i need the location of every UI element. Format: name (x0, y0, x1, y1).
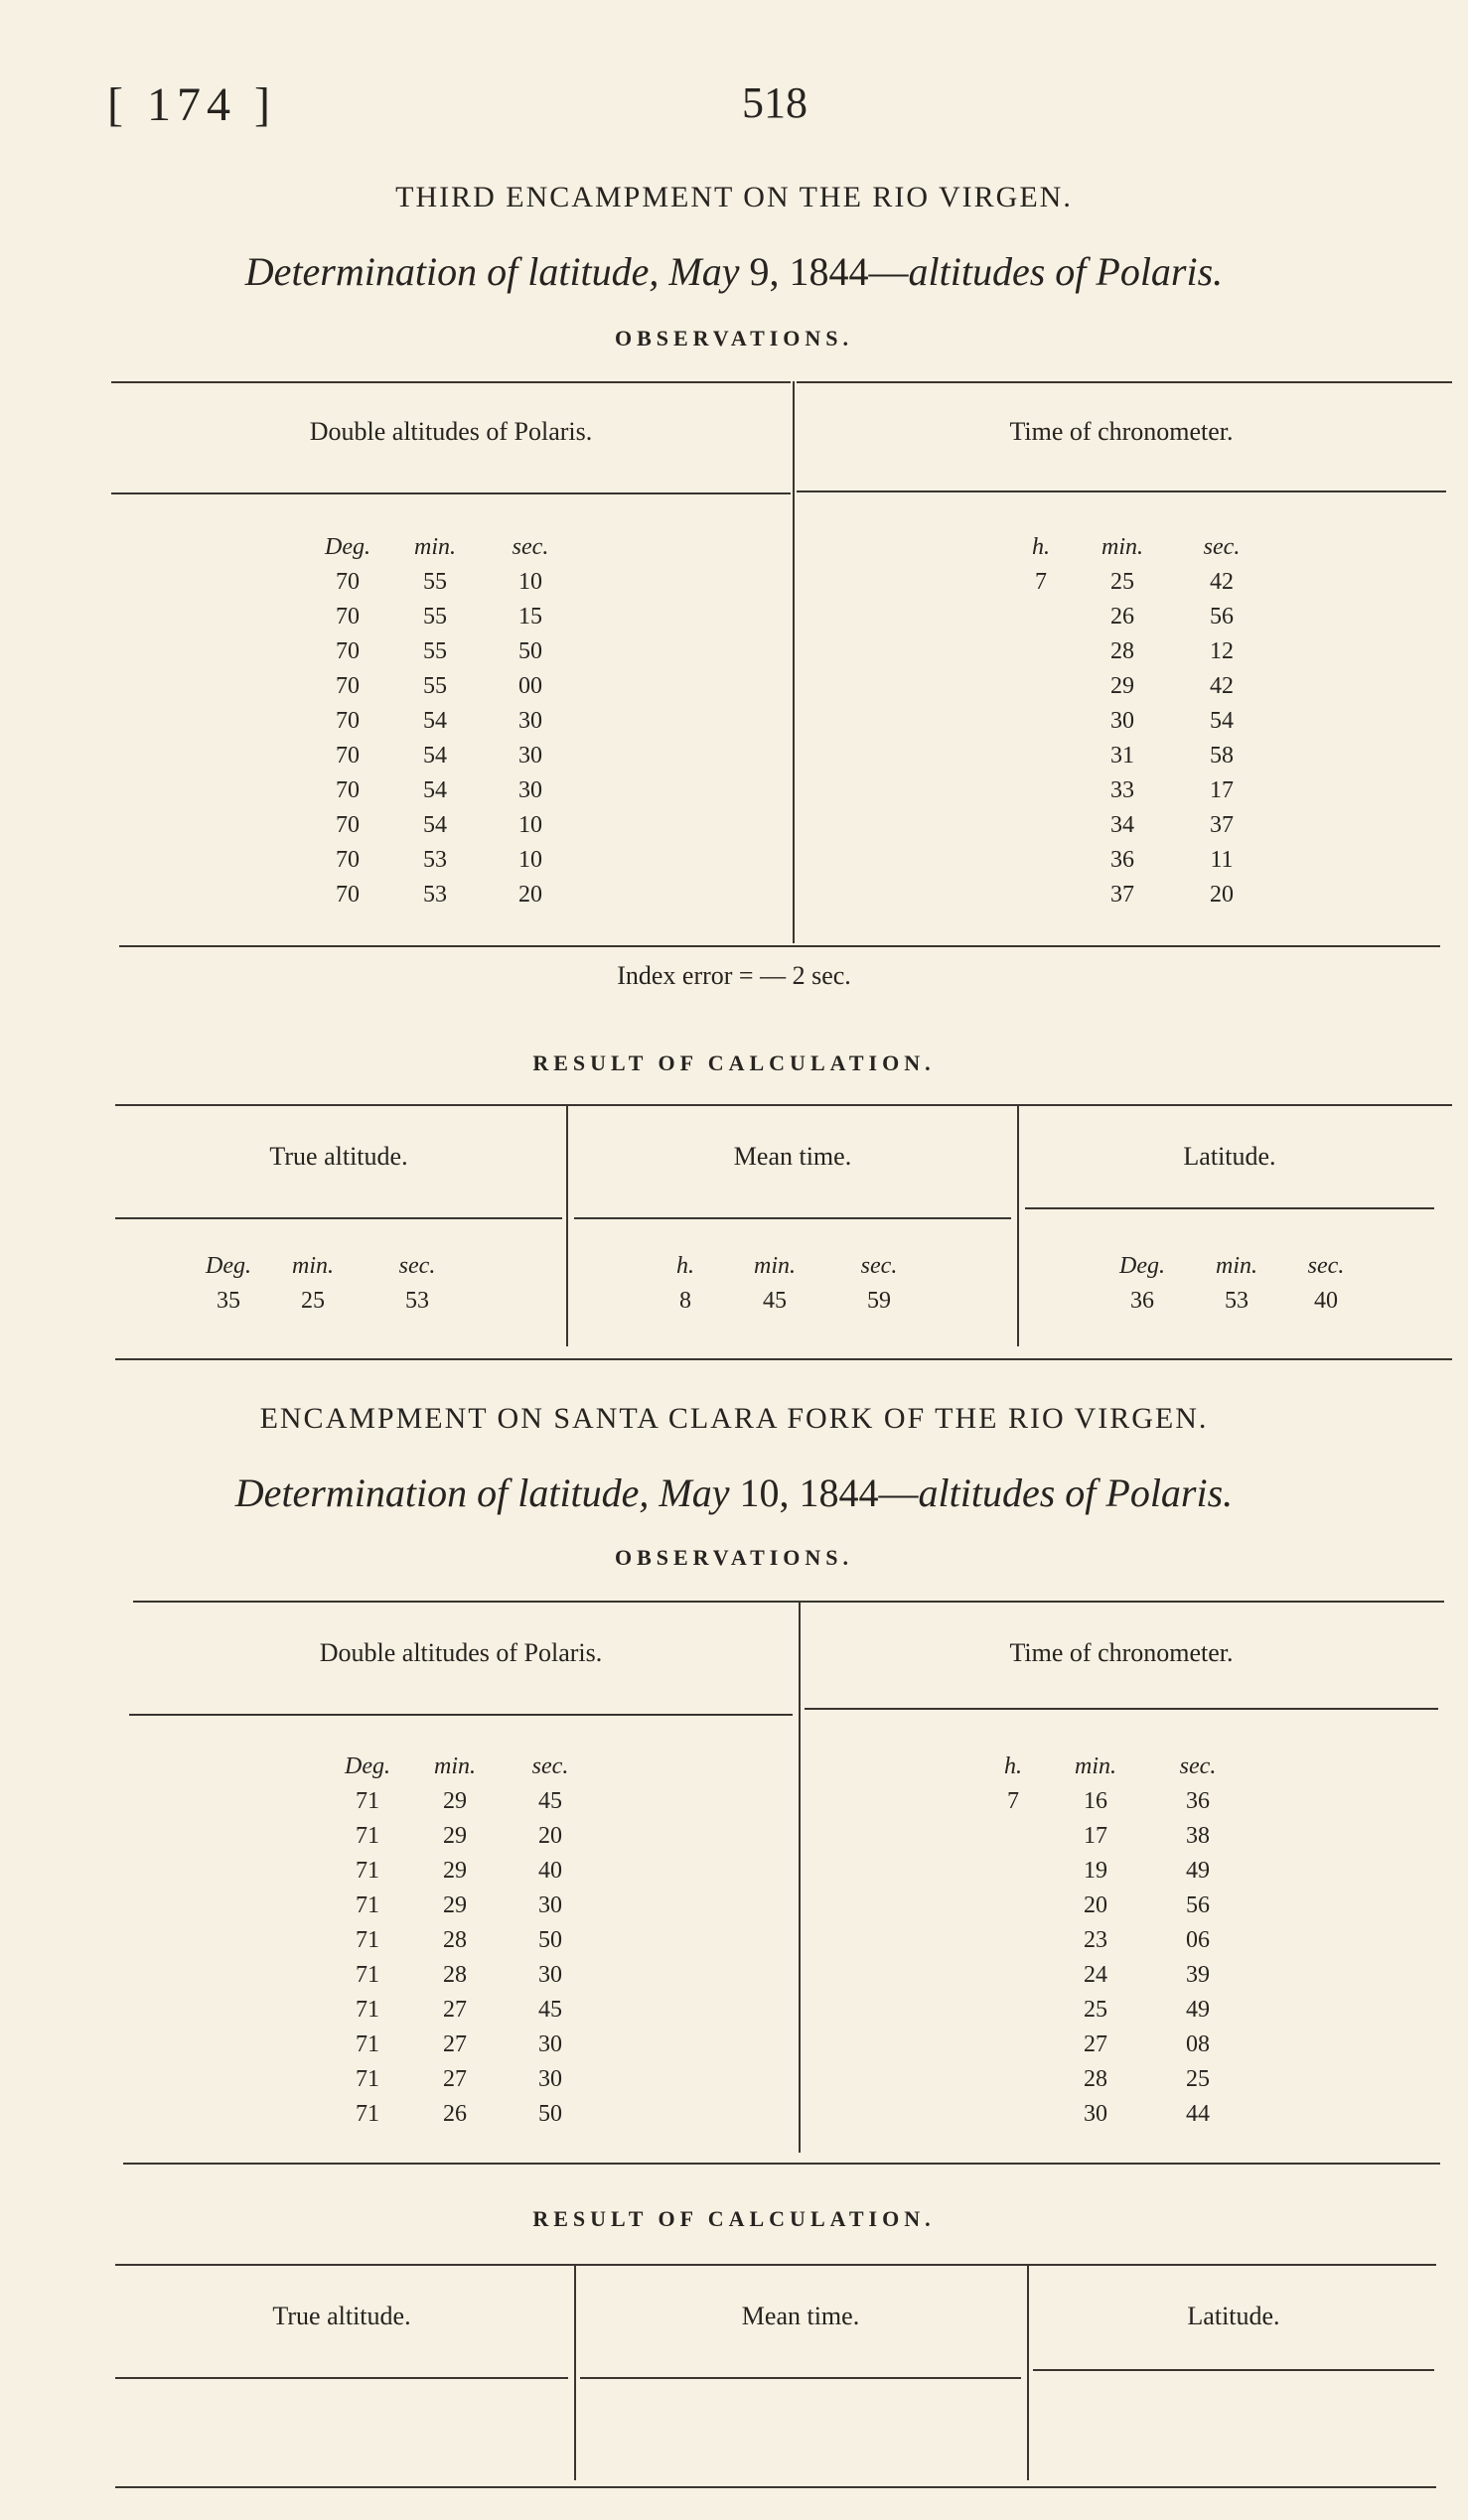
table-row: 71 27 30 (356, 2031, 562, 2057)
table-header-row: Deg. min. sec. (1119, 1253, 1345, 1279)
table-rule (123, 2163, 1440, 2165)
table-row: 70 54 30 (336, 777, 542, 803)
table-rule (111, 381, 791, 383)
table-row: 70 55 10 (336, 569, 542, 595)
table-row: 19 49 (1084, 1858, 1210, 1884)
table-row: 36 53 40 (1130, 1288, 1338, 1314)
section1-observations-label: OBSERVATIONS. (614, 326, 854, 350)
table-rule (115, 1217, 562, 1219)
table-row: 30 54 (1110, 708, 1234, 734)
table-column-divider (566, 1104, 568, 1346)
section2-subtitle (0, 1470, 1468, 1516)
table-row: 8 45 59 (679, 1288, 891, 1314)
section2-observations-label: OBSERVATIONS. (614, 1545, 854, 1570)
table-rule (574, 1217, 1011, 1219)
table-row: 71 28 50 (356, 1927, 562, 1953)
page-number: 518 (742, 78, 807, 127)
table-row: 17 38 (1084, 1823, 1210, 1849)
table-row: 70 54 30 (336, 708, 542, 734)
table-rule (797, 381, 1452, 383)
subtitle-text: Determination of latitude, (234, 1470, 650, 1515)
table-row: 28 25 (1084, 2066, 1210, 2092)
table-rule (129, 1714, 793, 1716)
table-rule (115, 1104, 1452, 1106)
table-column-divider (799, 1601, 801, 2153)
table-row: 23 06 (1084, 1927, 1210, 1953)
table-rule (111, 492, 791, 494)
table-row: 70 53 10 (336, 847, 542, 873)
table-header-row: Deg. min. sec. (345, 1753, 569, 1779)
section2-title: ENCAMPMENT ON SANTA CLARA FORK OF THE RIO VIRGEN. (259, 1402, 1209, 1435)
table-row: 31 58 (1110, 743, 1234, 769)
table-row: 28 12 (1110, 638, 1234, 664)
table-row: 29 42 (1110, 673, 1234, 699)
section2-result-label: RESULT OF CALCULATION. (532, 2206, 936, 2231)
table-column-divider (574, 2264, 576, 2480)
table-rule (115, 1358, 1452, 1360)
table-row: 25 49 (1084, 1997, 1210, 2023)
times-table (1011, 530, 1269, 912)
table-row: 71 27 45 (356, 1997, 562, 2023)
table-row: 70 54 10 (336, 812, 542, 838)
table-row: 24 39 (1084, 1962, 1210, 1988)
table-rule (119, 945, 1440, 947)
table-column-divider (793, 381, 795, 943)
table-row: 71 29 20 (356, 1823, 562, 1849)
table-rule (133, 1601, 1444, 1603)
col-header-altitudes: Double altitudes of Polaris. (309, 417, 593, 446)
altitudes-table (328, 1750, 598, 2132)
result-header-latitude: Latitude. (1187, 2302, 1280, 2330)
table-row: 33 17 (1110, 777, 1234, 803)
table-row: 7 16 36 (1007, 1788, 1210, 1814)
subtitle-text: Determination of latitude, (244, 249, 660, 294)
table-row: 71 27 30 (356, 2066, 562, 2092)
index-error-note: Index error = — 2 sec. (617, 961, 851, 990)
table-row: 30 44 (1084, 2101, 1210, 2127)
subtitle-month: May (659, 1470, 730, 1515)
col-header-time: Time of chronometer. (1009, 417, 1234, 446)
table-rule (580, 2377, 1021, 2379)
subtitle-month: May (668, 249, 740, 294)
section1-result-label: RESULT OF CALCULATION. (532, 1050, 936, 1075)
table-header-row: h. min. sec. (1004, 1753, 1217, 1779)
table-rule (797, 490, 1446, 492)
table-column-divider (1017, 1104, 1019, 1346)
table-row: 27 08 (1084, 2031, 1210, 2057)
table-row: 70 54 30 (336, 743, 542, 769)
table-header-row: h. min. sec. (1032, 534, 1241, 560)
table-rule (1025, 1207, 1434, 1209)
result-header-mean-time: Mean time. (733, 1142, 852, 1171)
table-header-row: Deg. min. sec. (206, 1253, 436, 1279)
table-row: 36 11 (1110, 847, 1234, 873)
result-header-true-altitude: True altitude. (269, 1142, 408, 1171)
result-header-mean-time: Mean time. (741, 2302, 860, 2330)
mean-time-value (656, 1249, 924, 1319)
table-rule (115, 2264, 1436, 2266)
table-rule (1033, 2369, 1434, 2371)
table-row: 34 37 (1110, 812, 1234, 838)
table-row: 71 29 45 (356, 1788, 562, 1814)
table-rule (805, 1708, 1438, 1710)
table-row: 70 55 00 (336, 673, 542, 699)
table-row: 20 56 (1084, 1892, 1210, 1918)
table-row: 37 20 (1110, 882, 1234, 908)
table-header-row: h. min. sec. (676, 1253, 898, 1279)
subtitle-date: 10, 1844— (739, 1470, 919, 1515)
bracket-number: [ 174 ] (107, 78, 276, 131)
section1-subtitle (0, 248, 1468, 295)
subtitle-date: 9, 1844— (749, 249, 909, 294)
table-row: 7 25 42 (1035, 569, 1234, 595)
table-row: 71 28 30 (356, 1962, 562, 1988)
times-table (985, 1750, 1246, 2132)
col-header-time: Time of chronometer. (1009, 1638, 1234, 1667)
table-row: 71 29 40 (356, 1858, 562, 1884)
subtitle-altitudes: altitudes of Polaris. (918, 1470, 1234, 1515)
col-header-altitudes: Double altitudes of Polaris. (319, 1638, 603, 1667)
section1-title: THIRD ENCAMPMENT ON THE RIO VIRGEN. (395, 181, 1073, 213)
table-column-divider (1027, 2264, 1029, 2480)
table-row: 71 26 50 (356, 2101, 562, 2127)
subtitle-altitudes: altitudes of Polaris. (908, 249, 1224, 294)
table-rule (115, 2377, 568, 2379)
table-row: 26 56 (1110, 604, 1234, 630)
table-row: 71 29 30 (356, 1892, 562, 1918)
table-row: 35 25 53 (217, 1288, 429, 1314)
true-altitude-value (199, 1249, 467, 1319)
table-row: 70 55 15 (336, 604, 542, 630)
result-header-true-altitude: True altitude. (272, 2302, 411, 2330)
table-row: 70 53 20 (336, 882, 542, 908)
altitudes-table (308, 530, 578, 912)
result-header-latitude: Latitude. (1183, 1142, 1276, 1171)
table-header-row: Deg. min. sec. (325, 534, 549, 560)
table-row: 70 55 50 (336, 638, 542, 664)
table-rule (115, 2486, 1436, 2488)
latitude-value (1102, 1249, 1361, 1319)
